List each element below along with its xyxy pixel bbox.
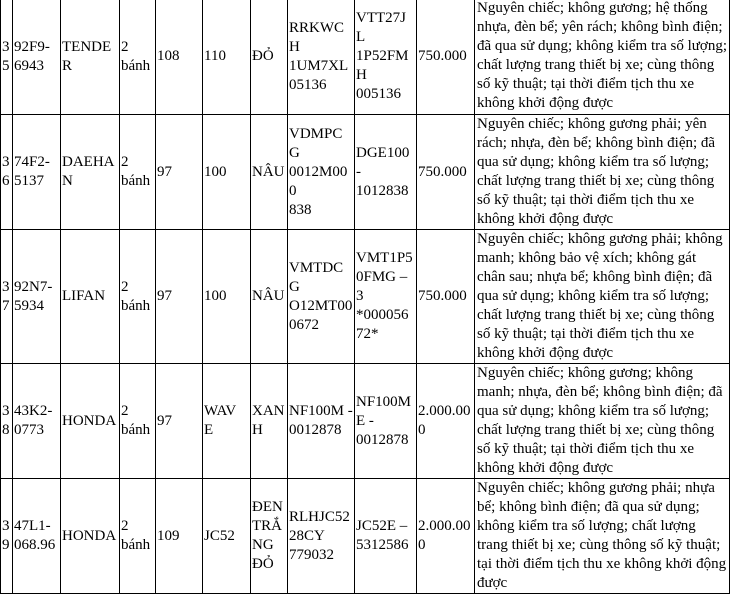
brand: HONDA	[61, 364, 120, 479]
table-row	[1, 230, 730, 364]
price: 750.000	[417, 115, 475, 230]
engine-capacity: 109	[156, 479, 203, 594]
license-plate: 92N7- 5934	[13, 230, 61, 364]
model: WAV E	[203, 364, 251, 479]
brand: TENDER	[61, 0, 120, 115]
frame-number: VMTDCG O12MT00 0672	[288, 230, 355, 364]
table-row	[1, 364, 730, 479]
color: NÂU	[251, 230, 288, 364]
frame-number: RLHJC52 28CY 779032	[288, 479, 355, 594]
description: Nguyên chiếc; không gương; không manh; nhựa, đèn bể; không bình điện; đã qua sử dụng; không kiểm tra số lượng; chất lượng trang thiết bị xe; cùng thông số kỹ thuật; tại thời điểm tịch thu xe không khởi động được	[475, 364, 730, 479]
row-number: 3 8	[1, 364, 13, 479]
vehicle-type: 2 bánh	[120, 230, 156, 364]
model: 110	[203, 0, 251, 115]
frame-number: NF100M - 0012878	[288, 364, 355, 479]
color: XAN H	[251, 364, 288, 479]
brand: HONDA	[61, 479, 120, 594]
brand: DAEHA N	[61, 115, 120, 230]
vehicle-type: 2 bánh	[120, 0, 156, 115]
table-row	[1, 479, 730, 594]
license-plate: 47L1- 068.96	[13, 479, 61, 594]
engine-number: NF100M E - 0012878	[355, 364, 417, 479]
license-plate: 43K2- 0773	[13, 364, 61, 479]
vehicle-type: 2 bánh	[120, 115, 156, 230]
price: 2.000.00 0	[417, 364, 475, 479]
color: ĐEN TRẮ NG ĐỎ	[251, 479, 288, 594]
engine-capacity: 97	[156, 115, 203, 230]
license-plate: 92F9- 6943	[13, 0, 61, 115]
frame-number: VDMPCG 0012M000 838	[288, 115, 355, 230]
table-row	[1, 115, 730, 230]
engine-capacity: 97	[156, 230, 203, 364]
row-number: 3 7	[1, 230, 13, 364]
price: 750.000	[417, 230, 475, 364]
model: 100	[203, 230, 251, 364]
row-number: 3 9	[1, 479, 13, 594]
row-number: 3 5	[1, 0, 13, 115]
vehicle-type: 2 bánh	[120, 364, 156, 479]
row-number: 3 6	[1, 115, 13, 230]
description: Nguyên chiếc; không gương phải; yên rách; nhựa, đèn bể; không bình điện; đã qua sử dụng; không kiểm tra số lượng; chất lượng trang thiết bị xe; cùng thông số kỹ thuật; tại thời điểm tịch thu xe không khởi động được	[475, 115, 730, 230]
model: JC52	[203, 479, 251, 594]
engine-capacity: 108	[156, 0, 203, 115]
engine-number: JC52E – 5312586	[355, 479, 417, 594]
description: Nguyên chiếc; không gương phải; nhựa bể; không bình điện; đã qua sử dụng; không kiểm tra số lượng; chất lượng trang thiết bị xe; cùng thông số kỹ thuật; tại thời điểm tịch thu xe không khởi động được	[475, 479, 730, 594]
price: 750.000	[417, 0, 475, 115]
vehicle-type: 2 bánh	[120, 479, 156, 594]
engine-number: VTT27JL 1P52FM H 005136	[355, 0, 417, 115]
table-row	[1, 0, 730, 115]
model: 100	[203, 115, 251, 230]
brand: LIFAN	[61, 230, 120, 364]
description: Nguyên chiếc; không gương; hệ thống nhựa, đèn bể; yên rách; không bình điện; đã qua sử dụng; không kiểm tra số lượng; chất lượng trang thiết bị xe; cùng thông số kỹ thuật; tại thời điểm tịch thu xe không khởi động được	[475, 0, 730, 115]
engine-number: VMT1P5 0FMG – 3 *000056 72*	[355, 230, 417, 364]
license-plate: 74F2- 5137	[13, 115, 61, 230]
engine-capacity: 97	[156, 364, 203, 479]
description: Nguyên chiếc; không gương phải; không manh; không bảo vệ xích; không gát chân sau; nhựa bể; không bình điện; đã qua sử dụng; không kiểm tra số lượng; chất lượng trang thiết bị xe; cùng thông số kỹ thuật; tại thời điểm tịch thu xe không khởi động được	[475, 230, 730, 364]
color: NÂU	[251, 115, 288, 230]
frame-number: RRKWCH 1UM7XL 05136	[288, 0, 355, 115]
engine-number: DGE100 - 1012838	[355, 115, 417, 230]
price: 2.000.00 0	[417, 479, 475, 594]
color: ĐỎ	[251, 0, 288, 115]
